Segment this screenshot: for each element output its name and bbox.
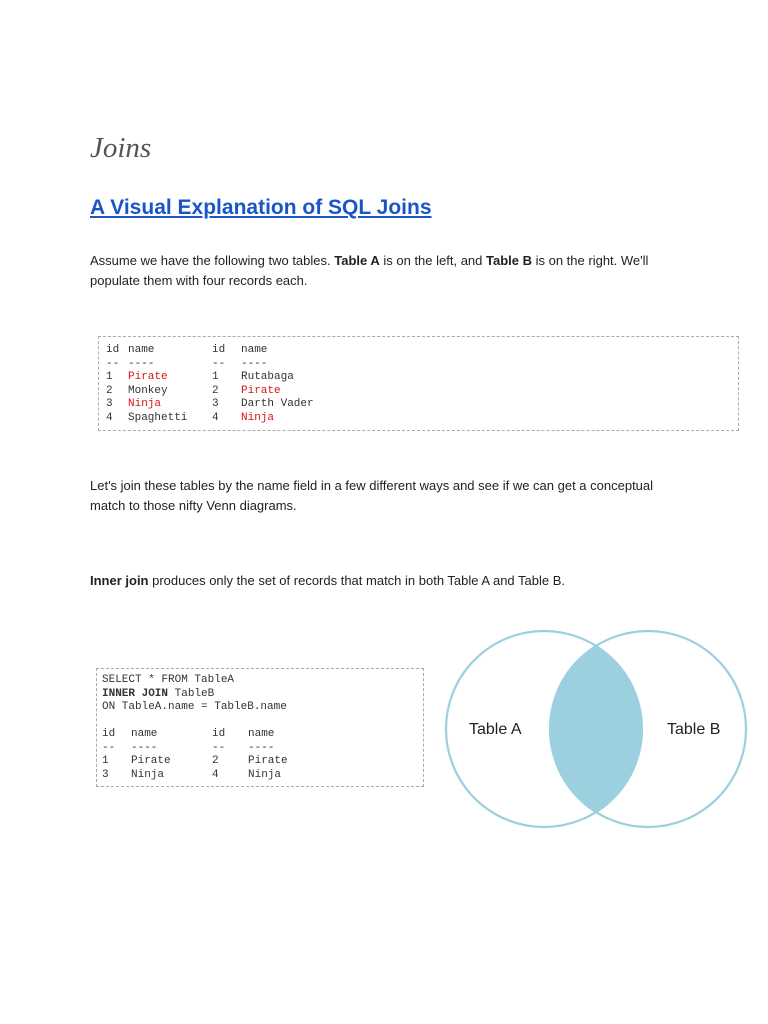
sql-line-join	[102, 688, 287, 702]
table-b-id-column	[212, 344, 225, 425]
result-b-id-sep: --	[212, 741, 226, 754]
table-a-row-id-3: 3	[106, 398, 113, 410]
intro-paragraph	[90, 251, 690, 291]
result-row-b-id-1: 2	[212, 755, 219, 767]
sql-join-table: TableB	[168, 687, 215, 700]
table-a-name-sep: ----	[128, 357, 155, 370]
table-a-row-name-4: Spaghetti	[128, 411, 188, 424]
tables-code-block	[98, 336, 739, 431]
table-a-row-id-4: 4	[106, 411, 113, 424]
table-b-name-header: name	[241, 344, 268, 356]
result-row-b-id-2: 4	[212, 768, 219, 781]
table-b-name-sep: ----	[241, 357, 268, 370]
result-a-id-column	[102, 728, 115, 782]
result-row-b-name-1: Pirate	[248, 755, 288, 767]
sql-inner-join-keyword: INNER JOIN	[102, 687, 169, 700]
table-a-name-column	[128, 344, 187, 425]
table-b-row-id-4: 4	[212, 411, 219, 424]
inner-join-paragraph	[90, 571, 690, 591]
result-a-id-header: id	[102, 728, 116, 740]
result-row-a-name-1: Pirate	[131, 755, 171, 767]
article-title-link[interactable]: A Visual Explanation of SQL Joins	[90, 196, 432, 219]
result-a-name-sep: ----	[131, 741, 158, 754]
result-row-a-id-1: 1	[102, 755, 109, 767]
table-b-row-id-2: 2	[212, 384, 219, 397]
table-b-name-column	[241, 344, 314, 425]
result-row-a-name-2: Ninja	[131, 768, 165, 781]
table-b-row-name-1: Rutabaga	[241, 371, 294, 383]
sql-query	[102, 674, 287, 715]
table-a-row-id-1: 1	[106, 371, 113, 383]
result-b-id-column	[212, 728, 225, 782]
venn-label-table-a: Table A	[469, 721, 522, 738]
result-row-a-id-2: 3	[102, 768, 109, 781]
result-a-id-sep: --	[102, 741, 116, 754]
venn-label-table-b: Table B	[667, 721, 721, 738]
intro-text-1: Assume we have the following two tables.	[90, 253, 335, 268]
intro-table-b: Table B	[486, 253, 532, 268]
result-b-name-column	[248, 728, 288, 782]
result-a-name-column	[131, 728, 171, 782]
table-b-row-name-3: Darth Vader	[241, 398, 314, 410]
inner-join-code-block	[96, 668, 424, 787]
table-b-id-header: id	[212, 344, 226, 356]
table-a-id-column	[106, 344, 119, 425]
table-a-id-sep: --	[106, 357, 120, 370]
table-a-name-header: name	[128, 344, 155, 356]
result-a-name-header: name	[131, 728, 158, 740]
sql-line-select: SELECT * FROM TableA	[102, 674, 235, 686]
section-title: Joins	[90, 132, 152, 164]
table-b-row-name-2: Pirate	[241, 384, 281, 397]
join-intro-paragraph: Let's join these tables by the name field in a few different ways and see if we can get a conceptual match to those nifty Venn diagrams.	[90, 478, 654, 513]
table-a-row-name-2: Monkey	[128, 384, 168, 397]
result-b-id-header: id	[212, 728, 226, 740]
intro-text-2: is on the left, and	[379, 253, 486, 268]
table-b-row-id-1: 1	[212, 371, 219, 383]
result-b-name-header: name	[248, 728, 275, 740]
table-b-row-name-4: Ninja	[241, 411, 275, 424]
table-b-row-id-3: 3	[212, 398, 219, 410]
table-a-row-name-3: Ninja	[128, 398, 162, 410]
inner-join-venn-diagram	[440, 624, 752, 834]
table-b-id-sep: --	[212, 357, 226, 370]
table-a-row-name-1: Pirate	[128, 371, 168, 383]
table-a-row-id-2: 2	[106, 384, 113, 397]
intro-text-3: is on the right. We'll populate them with four records each.	[90, 253, 649, 288]
result-b-name-sep: ----	[248, 741, 275, 754]
table-a-id-header: id	[106, 344, 120, 356]
result-row-b-name-2: Ninja	[248, 768, 282, 781]
inner-join-description: produces only the set of records that match in both Table A and Table B.	[148, 573, 566, 588]
sql-line-on: ON TableA.name = TableB.name	[102, 701, 287, 713]
inner-join-term: Inner join	[90, 573, 149, 588]
intro-table-a: Table A	[334, 253, 380, 268]
